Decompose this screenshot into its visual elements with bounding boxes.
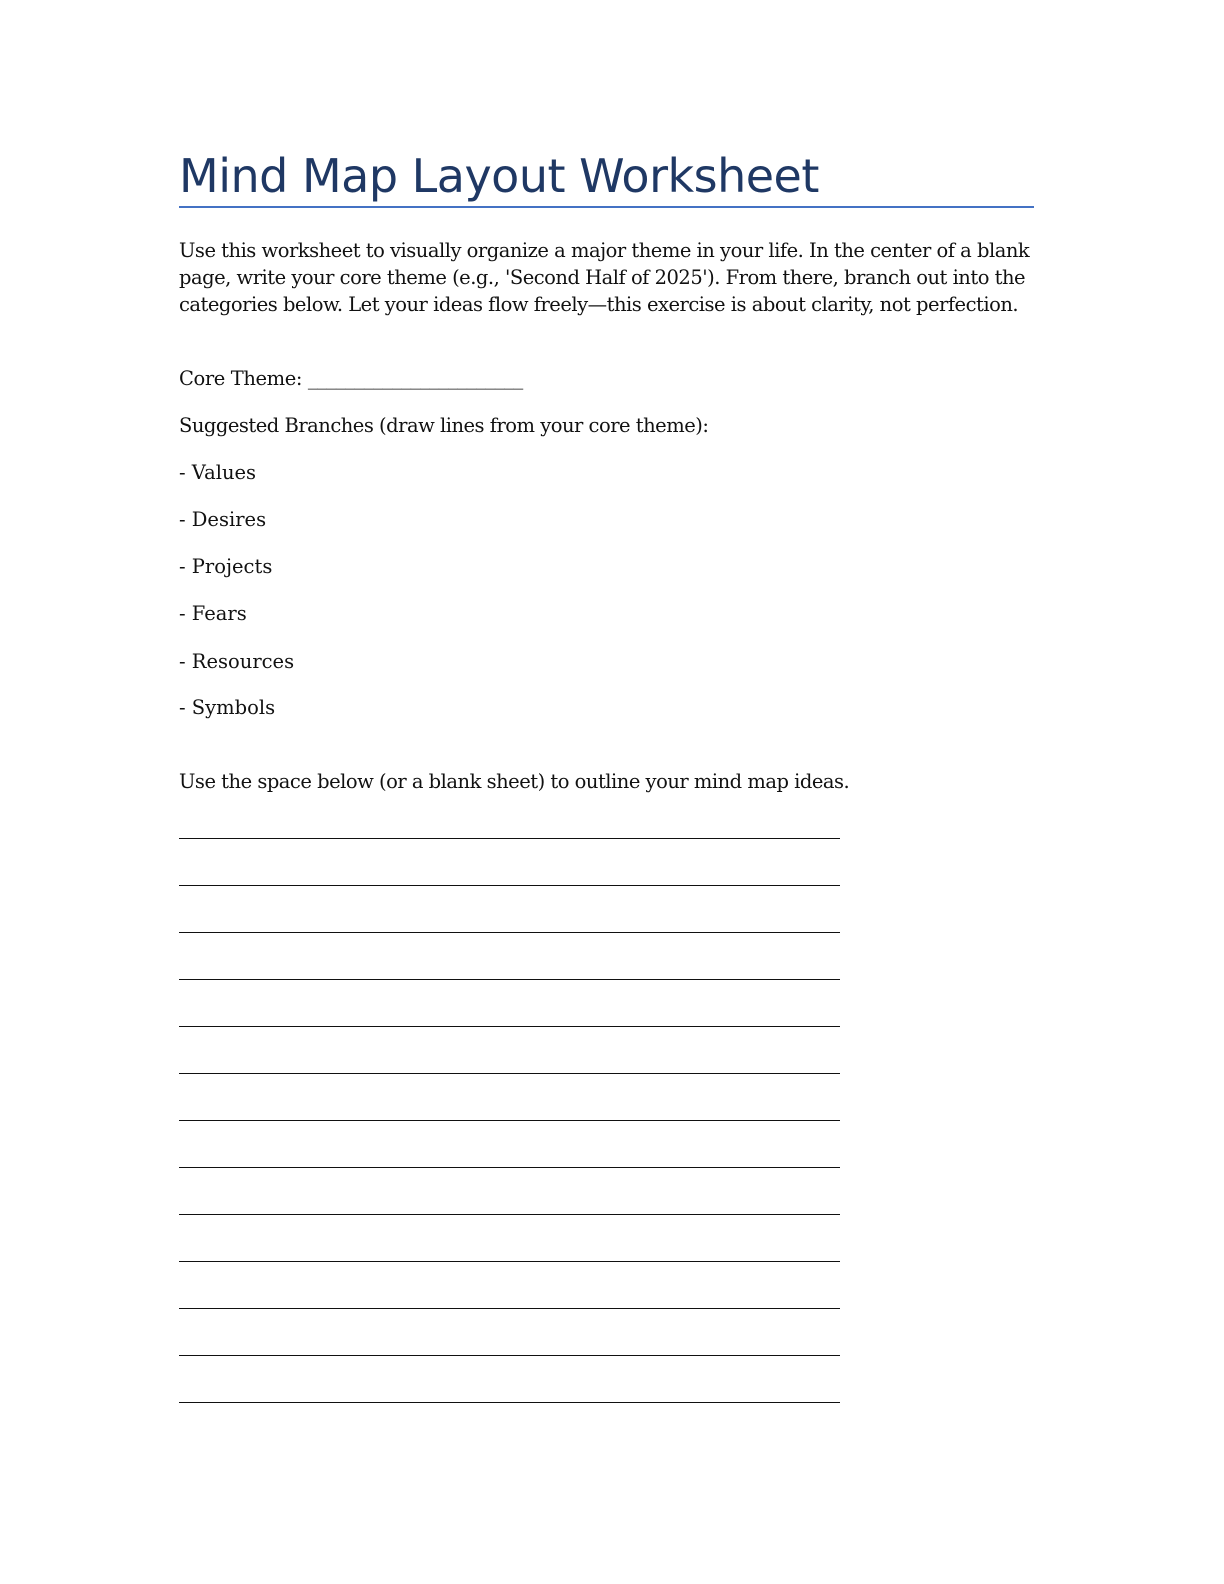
writing-line [179,1167,840,1168]
writing-line [179,1261,840,1262]
writing-line [179,885,840,886]
writing-line [179,1073,840,1074]
writing-line [179,1214,840,1215]
core-theme-label: Core Theme: [179,367,308,390]
title-underline [179,206,1034,208]
worksheet-page [179,0,1035,1584]
writing-line [179,1026,840,1027]
writing-line [179,1355,840,1356]
branch-item-values: - Values [179,461,257,484]
writing-line [179,1402,840,1403]
branch-item-symbols: - Symbols [179,696,276,719]
branches-heading: Suggested Branches (draw lines from your core theme): [179,414,709,437]
writing-line [179,1120,840,1121]
page-title: Mind Map Layout Worksheet [179,149,819,203]
writing-line [179,838,840,839]
intro-paragraph: Use this worksheet to visually organize a major theme in your life. In the center of a blank page, write your core theme (e.g., 'Second Half of 2025'). From there, branch out into the categories below. Let your ideas flow freely—this exercise is about clarity, not perfection. [179,239,1030,316]
branch-item-fears: - Fears [179,602,247,625]
core-theme-field [179,366,523,392]
writing-line [179,979,840,980]
branch-item-projects: - Projects [179,555,273,578]
branch-item-resources: - Resources [179,650,295,673]
writing-line [179,932,840,933]
core-theme-blank: _______________________ [307,367,523,390]
branch-item-desires: - Desires [179,508,267,531]
writing-line [179,1308,840,1309]
outline-instruction: Use the space below (or a blank sheet) to outline your mind map ideas. [179,770,850,793]
